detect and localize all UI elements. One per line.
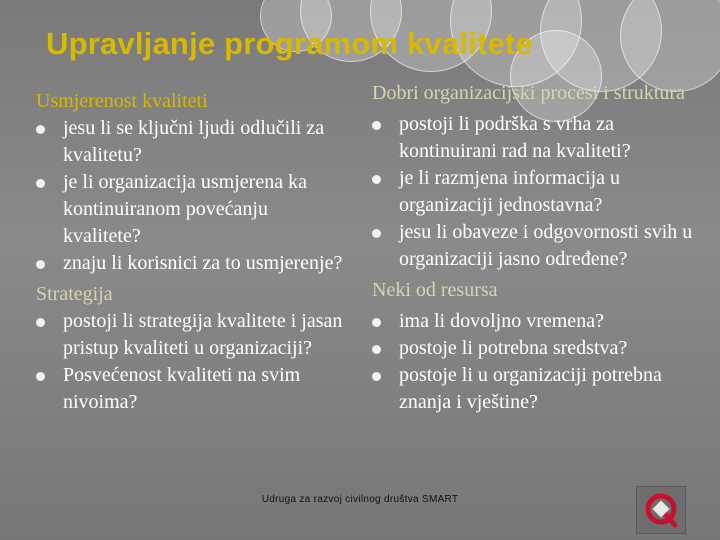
list-item: ima li dovoljno vremena? [372, 308, 702, 335]
list-item: Posvećenost kvaliteti na svim nivoima? [36, 362, 346, 416]
bullet-icon [36, 179, 45, 188]
bullet-icon [36, 372, 45, 381]
footer-organization: Udruga za razvoj civilnog društva SMART [261, 494, 459, 505]
list-item: postoje li u organizaciji potrebna znanja i vještine? [372, 362, 702, 416]
list-item: znaju li korisnici za to usmjerenje? [36, 250, 346, 277]
list-item: postoji li strategija kvalitete i jasan pristup kvaliteti u organizaciji? [36, 308, 346, 362]
bullet-icon [372, 229, 381, 238]
list-item: postoje li potrebna sredstva? [372, 335, 702, 362]
bullet-icon [36, 318, 45, 327]
bullet-icon [372, 318, 381, 327]
section-heading-procesi: Dobri organizacijski procesi i struktura [372, 82, 685, 104]
section-heading-strategija: Strategija [36, 283, 113, 305]
right-column [372, 80, 702, 416]
section-heading-resursi: Neki od resursa [372, 279, 498, 301]
left-column [36, 88, 346, 416]
bullet-icon [372, 345, 381, 354]
bullet-icon [372, 121, 381, 130]
bullet-icon [36, 125, 45, 134]
bullet-icon [372, 372, 381, 381]
slide-title: Upravljanje programom kvalitete [46, 26, 533, 61]
bullet-icon [372, 175, 381, 184]
bullet-icon [36, 260, 45, 269]
section-heading-usmjerenost: Usmjerenost kvaliteti [36, 90, 208, 112]
list-item: jesu li obaveze i odgovornosti svih u organizaciji jasno određene? [372, 219, 702, 273]
list-item: postoji li podrška s vrha za kontinuirani rad na kvaliteti? [372, 111, 702, 165]
list-item: je li organizacija usmjerena ka kontinuiranom povećanju kvalitete? [36, 169, 346, 250]
smart-logo-icon [636, 486, 686, 534]
smart-logo-graphic [637, 487, 685, 533]
list-item: jesu li se ključni ljudi odlučili za kvalitetu? [36, 115, 346, 169]
list-item: je li razmjena informacija u organizaciji jednostavna? [372, 165, 702, 219]
